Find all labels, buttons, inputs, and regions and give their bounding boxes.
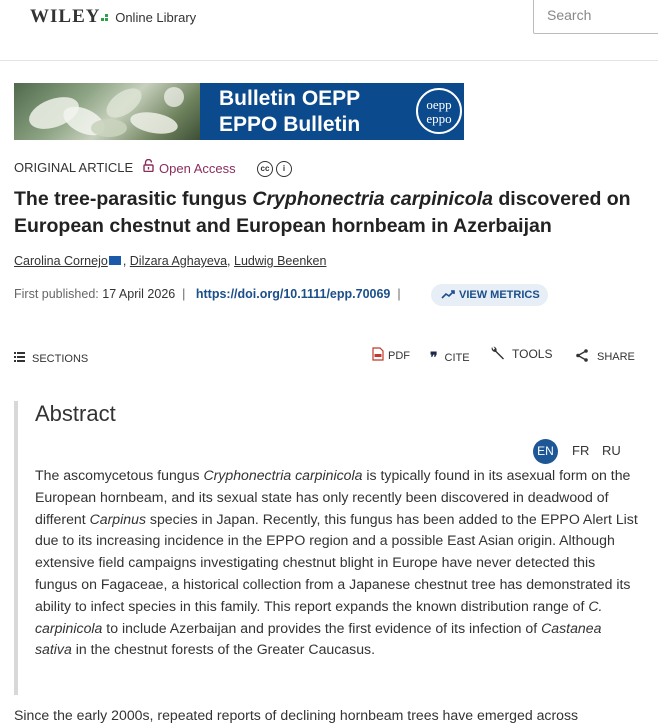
- open-access-label[interactable]: Open Access: [159, 161, 236, 176]
- title-pre: The tree-parasitic fungus: [14, 188, 253, 210]
- cite-label: CITE: [444, 352, 470, 364]
- quote-icon: ❞: [430, 350, 438, 366]
- author-link[interactable]: Carolina Cornejo: [14, 254, 108, 268]
- share-button[interactable]: [575, 347, 635, 365]
- author-list: Carolina Cornejo , Dilzara Aghayeva, Ludwig Beenken: [14, 254, 327, 268]
- banner-title: [219, 86, 360, 138]
- body-first-line: Since the early 2000s, repeated reports of declining hornbeam trees have emerged across: [14, 707, 579, 723]
- journal-banner[interactable]: [14, 83, 464, 140]
- pdf-button[interactable]: [372, 346, 410, 364]
- abstract-seg: species in Japan. Recently, this fungus has been added to the EPPO Alert List due to its increasing incidence in the EPPO region and a possible East Asian origin. Although extensive field campaigns investigating chestnut blight in Europe have never detected this fungus on Fagaceae, a historical collection from a Japanese chestnut tree has demonstrated its ability to infect species in this family. This report expands the known distribution range of: [35, 510, 638, 614]
- view-metrics-label: VIEW METRICS: [459, 289, 540, 301]
- abstract-genus: Carpinus: [89, 510, 146, 527]
- publication-info: First published: 17 April 2026 | https://doi.org/10.1111/epp.70069 |: [14, 287, 401, 301]
- wrench-icon: [489, 345, 506, 362]
- logo-sub: Online Library: [115, 10, 197, 25]
- share-label: SHARE: [597, 351, 635, 363]
- logo-main: WILEY: [30, 6, 101, 27]
- tools-button[interactable]: [489, 345, 552, 363]
- wiley-logo[interactable]: [30, 6, 196, 28]
- abstract-host-species: Castanea sativa: [35, 619, 602, 658]
- language-ru-button[interactable]: RU: [602, 443, 621, 458]
- license-icons[interactable]: [257, 158, 295, 177]
- share-icon: [575, 349, 589, 362]
- sections-button[interactable]: [14, 349, 88, 367]
- article-title: [14, 186, 644, 240]
- article-type: ORIGINAL ARTICLE: [14, 160, 134, 175]
- banner-line-2: EPPO Bulletin: [219, 113, 361, 136]
- open-lock-icon: [143, 159, 154, 172]
- oepp-eppo-badge: [416, 88, 462, 134]
- title-post: discovered on European chestnut and European hornbeam in Azerbaijan: [14, 188, 631, 237]
- attribution-icon: i: [276, 161, 292, 177]
- language-fr-button[interactable]: FR: [572, 443, 590, 458]
- search-input[interactable]: Search: [533, 0, 658, 34]
- author-link[interactable]: Dilzara Aghayeva: [129, 254, 228, 268]
- author-link[interactable]: Ludwig Beenken: [234, 254, 327, 268]
- title-species: Cryphonectria carpinicola: [252, 188, 493, 210]
- flower-illustration: [14, 83, 200, 140]
- badge-line-2: eppo: [426, 111, 452, 126]
- view-metrics-button[interactable]: [431, 284, 548, 306]
- pdf-icon: [372, 347, 384, 361]
- header-divider: [0, 60, 658, 61]
- badge-line-1: oepp: [426, 97, 452, 112]
- abstract-seg: in the chestnut forests of the Greater Caucasus.: [71, 641, 376, 658]
- tools-label: TOOLS: [512, 347, 553, 361]
- doi-link[interactable]: https://doi.org/10.1111/epp.70069: [195, 287, 391, 301]
- logo-dots-icon: [101, 14, 108, 21]
- abstract-seg: The ascomycetous fungus: [35, 467, 204, 483]
- banner-line-1: Bulletin OEPP: [219, 87, 361, 110]
- trend-icon: [441, 289, 455, 299]
- abstract-seg: to include Azerbaijan and provides the first evidence of its infection of: [102, 619, 542, 636]
- abstract-seg: is typically found in its asexual form on the European hornbeam, and its sexual state has only recently been discovered in deadwood of different: [35, 467, 631, 527]
- abstract-species: Cryphonectria carpinicola: [203, 467, 363, 483]
- list-icon: [14, 352, 25, 362]
- pdf-label: PDF: [388, 350, 410, 362]
- sections-label: SECTIONS: [32, 353, 89, 365]
- email-icon[interactable]: [109, 256, 121, 265]
- language-en-button[interactable]: EN: [533, 439, 558, 464]
- first-published-label: First published:: [14, 287, 99, 301]
- abstract-heading: Abstract: [35, 401, 116, 426]
- abstract-side-bar: [14, 401, 18, 695]
- abstract-text: [35, 465, 640, 661]
- banner-flower-image: [14, 83, 200, 140]
- creative-commons-icon: cc: [257, 161, 273, 177]
- abstract-species-short: C. carpinicola: [35, 597, 603, 636]
- publication-date: 17 April 2026: [102, 287, 176, 301]
- cite-button[interactable]: [430, 348, 470, 366]
